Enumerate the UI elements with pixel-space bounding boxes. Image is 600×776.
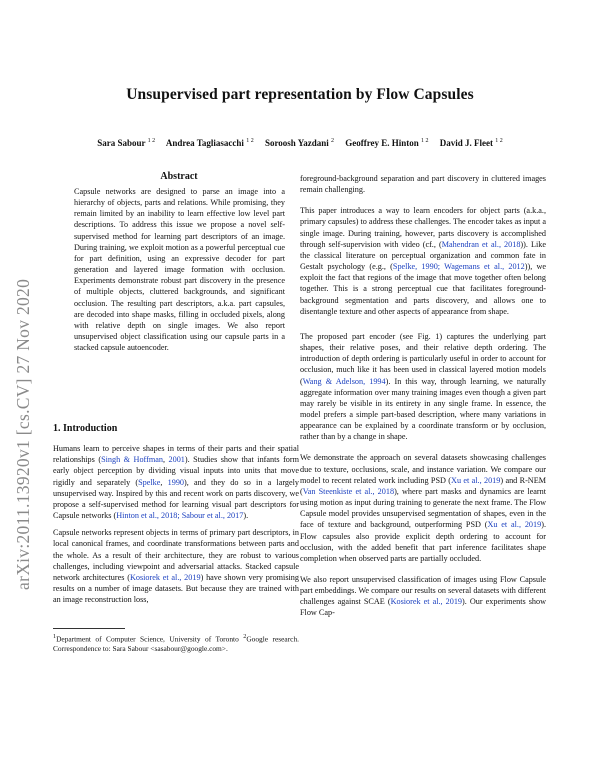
right-paragraph-0: foreground-background separation and part discovery in cluttered images remain challenging. — [300, 174, 546, 195]
citation-link[interactable]: Mahendran et al., 2018 — [441, 239, 521, 249]
abstract-heading: Abstract — [160, 171, 198, 182]
right-paragraph-1: This paper introduces a way to learn encoders for object parts (a.k.a., primary capsules) to address these challenges. The encoder takes as input a single image. During training, however, parts discovery is accomplished through self-supervision with video (cf., (Mahendran et al., 2018)). Like the classical literature on perceptual organization and common fate in Gestalt psychology (e.g., (Spelke, 1990; Wagemans et al., 2012)), we exploit the fact that regions of the image that move together often belong together. This is a strong perceptual cue that facilitates foreground-background segmentation and parts discovery, and allows one to disentangle texture and other aspects of appearance from shape. — [300, 206, 547, 316]
citation-link[interactable]: Singh & Hoffman — [101, 455, 163, 465]
citation-link[interactable]: Kosiorek et al., 2019 — [129, 572, 201, 582]
author-affiliation: 2 — [330, 138, 334, 144]
intro-paragraph-1: Humans learn to perceive shapes in terms of their parts and their spatial relationships (Singh & Hoffman, 2001). Studies show that infants form early object perception by dividing visual inputs into units that move rigidly and separately (Spelke, 1990), and they do so in a largely unsupervised way. Inspired by this and recent work on parts discovery, we propose a self-supervised method for learning visual part descriptors for Capsule networks (Hinton et al., 2018; Sabour et al., 2017). — [53, 444, 300, 521]
section-heading: 1. Introduction — [53, 423, 118, 434]
right-paragraph-3: We demonstrate the approach on several datasets showcasing challenges due to texture, occlusions, scale, and instance variation. We compare our model to recent related work including PSD (Xu et al., 2019) and R-NEM (Van Steenkiste et al., 2018), where part masks and dynamics are learnt using motion as input during training to generate the next frame. The Flow Capsule model provides unsupervised segmentation of shapes, even in the face of texture and background, outperforming PSD (Xu et al., 2019). Flow capsules also provide explicit depth ordering to account for occlusion, with the added benefit that part inference facilitates shape completion when observed parts are partially occluded. — [300, 453, 547, 563]
citation-link[interactable]: Van Steenkiste et al., 2018 — [302, 486, 395, 496]
citation-link[interactable]: Xu et al., 2019 — [451, 475, 501, 485]
author-affiliation: 1 2 — [495, 138, 503, 144]
citation-link[interactable]: Kosiorek et al., 2019 — [390, 597, 463, 607]
author-affiliation: 1 2 — [246, 138, 254, 144]
abstract-text: Capsule networks are designed to parse an image into a hierarchy of objects, parts and relations. While promising, they remain limited by an inability to learn effective low level part descriptions. To address this issue we propose a novel self-supervised method for learning part descriptors of an image. During training, we exploit motion as a powerful perceptual cue for part definition, using an expressive decoder for part generation and layered image formation with occlusion. Experiments demonstrate robust part discovery in the presence of multiple objects, cluttered backgrounds, and significant occlusion. The resulting part descriptors, a.k.a. part capsules, are decoded into shape masks, filling in occluded pixels, along with relative depth on single images. We also report unsupervised object classification using our capsule parts in a stacked capsule autoencoder. — [74, 187, 285, 353]
author-name: Geoffrey E. Hinton — [345, 138, 419, 148]
right-paragraph-2: The proposed part encoder (see Fig. 1) captures the underlying part shapes, their relative poses, and their relative depth ordering. The introduction of depth ordering is particularly useful in order to account for occlusion, much like it has been used in classical layered motion models (Wang & Adelson, 1994). In this way, through learning, we naturally aggregate information over many training images even though a given part may rarely be visible in its entirety in any single frame. In essence, the model prefers a simple part-based description, where many variations in appearance can be explained by a coordinate transform or by occlusion, rather than by a change in shape. — [300, 331, 546, 442]
author-name: Soroosh Yazdani — [264, 138, 329, 148]
intro-paragraph-2: Capsule networks represent objects in terms of primary part descriptors, in local canonical frames, and coordinate transformations between parts and the whole. As a result of their architecture, they are robust to various challenges, including viewpoint and adversarial attacks. Stacked capsule network architectures (Kosiorek et al., 2019) have shown very promising results on a number of image datasets. But because they are trained with an image reconstruction loss, — [53, 528, 299, 605]
author-name: David J. Fleet — [439, 138, 494, 148]
citation-link[interactable]: Xu et al., 2019 — [487, 520, 542, 530]
citation-link[interactable]: Spelke, 1990; Wagemans et al., 2012 — [392, 262, 525, 272]
author-affiliation: 1 2 — [421, 138, 429, 144]
footnote: $^1$Department of Computer Science, University of Toronto $^2$Google research. Correspondence to: Sara Sabour <sasabour@google.com>. — [53, 634, 299, 654]
citation-link[interactable]: 1990 — [167, 477, 185, 487]
author-name: Sara Sabour — [97, 138, 146, 148]
author-affiliation: 1 2 — [147, 138, 156, 144]
abstract-body — [74, 186, 285, 359]
author-list — [60, 138, 540, 148]
right-paragraph-4: We also report unsupervised classification of images using Flow Capsule part embeddings. We compare our results on several datasets with different challenges against SCAE (Kosiorek et al., 2019). Our experiments show Flow Cap- — [300, 575, 546, 618]
author-name: Andrea Tagliasacchi — [165, 138, 244, 148]
paper-title: Unsupervised part representation by Flow Capsules — [126, 86, 474, 103]
citation-link[interactable]: Wang & Adelson, 1994 — [302, 376, 386, 386]
arxiv-side-stamp — [3, 170, 39, 590]
citation-link[interactable]: Spelke — [138, 477, 161, 487]
right-column — [300, 173, 546, 625]
citation-link[interactable]: 2001 — [168, 455, 185, 465]
footnote-divider — [53, 628, 125, 629]
introduction-section — [53, 423, 299, 611]
citation-link[interactable]: Hinton et al., 2018; Sabour et al., 2017 — [116, 511, 244, 521]
arxiv-stamp-text: arXiv:2011.13920v1 [cs.CV] 27 Nov 2020 — [13, 278, 33, 590]
